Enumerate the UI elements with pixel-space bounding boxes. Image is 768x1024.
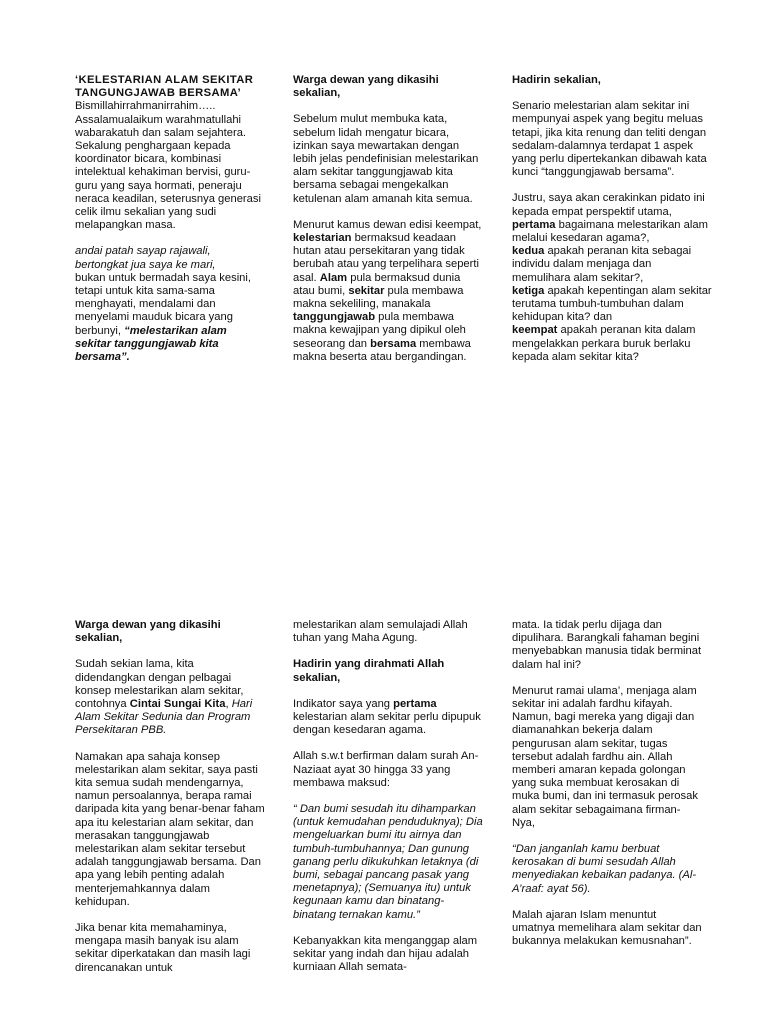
term-pertama: pertama — [393, 697, 437, 710]
text-span: apakah kepentingan alam sekitar terutama tumbuh-tumbuhan dalam kehidupan kita? dan — [512, 284, 712, 324]
text-span: Menurut kamus dewan edisi keempat, — [293, 218, 482, 231]
page2-column-2 — [293, 619, 483, 974]
page1-title-line1: ‘KELESTARIAN ALAM SEKITAR — [75, 74, 254, 86]
page2-column-1 — [75, 619, 265, 975]
page1-column-2 — [293, 74, 483, 364]
text-span: Indikator saya yang — [293, 697, 394, 710]
page2-col3-para4: Malah ajaran Islam menuntut umatnya memelihara alam sekitar dan bukannya melakukan kemusnahan”. — [512, 908, 702, 948]
text-span: apakah peranan kita dalam mengelakkan perkara buruk berlaku kepada alam sekitar kita? — [512, 324, 696, 363]
page2-column-3 — [512, 619, 702, 948]
text-span: Justru, saya akan cerakinkan pidato ini kepada empat perspektif utama, — [512, 192, 705, 218]
page2-col1-heading: Warga dewan yang dikasihi sekalian, — [75, 619, 221, 645]
page1-quote: “melestarikan alam sekitar tanggungjawab kita bersama”. — [75, 324, 227, 364]
term-pertama: pertama — [512, 218, 556, 231]
text-span: membawa makna beserta atau bergandingan. — [293, 337, 471, 363]
text-span: apakah peranan kita sebagai individu dalam menjaga dan memulihara alam sekitar?, — [512, 245, 692, 284]
term-cintai-sungai-kita: Cintai Sungai Kita — [129, 698, 226, 711]
page1-col3-heading: Hadirin sekalian, — [512, 74, 601, 86]
text-span: pula membawa makna kewajipan yang dipikul oleh seseorang dan — [293, 311, 466, 350]
term-bersama: bersama — [370, 337, 417, 350]
page1-col2-para2 — [293, 219, 483, 364]
page2-col2-para4: Kebanyakkan kita menganggap alam sekitar yang indah dan hijau adalah kurniaan Allah semata- — [293, 934, 478, 974]
text-span: pula membawa makna sekeliling, manakala — [293, 284, 464, 311]
page1-column-3 — [512, 74, 712, 364]
text-span: Sudah sekian lama, kita didendangkan dengan pelbagai konsep melestarikan alam sekitar, contohnya — [75, 658, 244, 711]
page1-rest-text: bukan untuk bermadah saya kesini, tetapi untuk kita sama-sama menghayati, mendalami dan menyelami mauduk bicara yang berbunyi — [75, 271, 252, 337]
page1-rest — [75, 272, 265, 364]
term-ketiga: ketiga — [512, 284, 545, 297]
page1-title-line2: TANGUNGJAWAB BERSAMA’ — [75, 87, 242, 100]
page1-col3-para1: Senario melestarian alam sekitar ini mempunyai aspek yang begitu meluas tetapi, jika kita renung dan teliti dengan sedalam-dalamnya terdapat 1 aspek yang perlu dipertekankan dibawah kata kunci “tanggungjawab bersama”. — [512, 100, 707, 179]
page2-col3-continuation: mata. Ia tidak perlu dijaga dan dipulihara. Barangkali fahaman begini menyebabkan manusia tidak berminat dalam hal ini? — [512, 619, 702, 671]
page1-verse: andai patah sayap rajawali, bertongkat jua saya ke mari, — [75, 245, 216, 271]
text-span: , — [225, 698, 229, 711]
italic-programs: Hari Alam Sekitar Sedunia dan Program Persekitaran PBB. — [75, 698, 253, 737]
page1-col3-para2 — [512, 192, 712, 364]
page2-col3-verse: “Dan janganlah kamu berbuat kerosakan di bumi sesudah Allah menyediakan kebaikan padanya. (Al-A’raaf: ayat 56). — [512, 843, 697, 895]
page1-intro: Bismillahirrahmanirrahim….. Assalamualaikum warahmatullahi wabarakatuh dan salam sejahtera. Sekalung penghargaan kepada koordinator bicara, kombinasi intelektual kehakiman bervisi, guru-guru yang saya hormati, peneraju neraca keadilan, seterusnya generasi celik ilmu sekalian yang sudi melapangkan masa. — [75, 100, 261, 232]
term-kelestarian: kelestarian — [293, 232, 352, 245]
text-span: bagaimana melestarikan alam melalui kesedaran agama?, — [512, 218, 708, 245]
page2-col2-para2: Allah s.w.t berfirman dalam surah An-Naziaat ayat 30 hingga 33 yang membawa maksud: — [293, 750, 479, 789]
term-tanggungjawab: tanggungjawab — [293, 311, 376, 324]
term-alam: Alam — [319, 271, 348, 284]
page2-col2-verse: “ Dan bumi sesudah itu dihamparkan (untuk kemudahan penduduknya); Dia mengeluarkan bumi itu airnya dan tumbuh-tumbuhannya; Dan gunung ganang perlu dikukuhkan letaknya (di bumi, sebagai pancang pasak yang menetapnya); (Semuanya itu) untuk kegunaan kamu dan binatang-binatang ternakan kamu.” — [293, 803, 483, 921]
page1-column-1 — [75, 74, 265, 364]
term-sekitar: sekitar — [348, 284, 385, 297]
page2-col1-para3: Jika benar kita memahaminya, mengapa masih banyak isu alam sekitar diperkatakan dan masih lagi direncanakan untuk — [75, 922, 251, 974]
page2-col1-para2: Namakan apa sahaja konsep melestarikan alam sekitar, saya pasti kita semua sudah mendengarnya, namun persoalannya, berapa ramai daripada kita yang benar-benar faham apa itu kelestarian alam sekitar, dan merasakan tanggungjawab melestarikan alam sekitar tersebut adalah tanggungjawab bersama. Dan apa yang lebih penting adalah menterjemahkannya dalam kehidupan. — [75, 750, 265, 908]
page2-col2-para1 — [293, 698, 483, 738]
text-span: pula bermaksud dunia atau bumi, — [293, 271, 461, 297]
term-keempat: keempat — [512, 324, 558, 337]
page1-comma: , — [117, 324, 122, 337]
page2-col3-para2: Menurut ramai ulama’, menjaga alam sekitar ini adalah fardhu kifayah. Namun, bagi mereka yang digaji dan diamanahkan bekerja dalam pengurusan alam sekitar, tugas tersebut adalah fardhu ain. Allah memberi amaran kepada golongan yang suka membuat kerosakan di muka bumi, dan ini termasuk perosak alam sekitar sebagaimana firman-Nya, — [512, 684, 698, 829]
page1-col2-para1: Sebelum mulut membuka kata, sebelum lidah mengatur bicara, izinkan saya mewartakan dengan lebih jelas pendefinisian melestarikan alam sekitar tanggungjawab kita bersama sebagai mengekalkan ketulenan alam amanah kita semua. — [293, 113, 479, 205]
term-kedua: kedua — [512, 245, 545, 258]
text-span: bermaksud keadaan hutan atau persekitaran yang tidak berubah atau yang terpelihara seperti asal. — [293, 232, 479, 284]
page2-col1-para1 — [75, 658, 265, 737]
page1-col2-heading: Warga dewan yang dikasihi sekalian, — [293, 74, 439, 100]
page2-col2-heading: Hadirin yang dirahmati Allah sekalian, — [293, 658, 445, 684]
text-span: kelestarian alam sekitar perlu dipupuk dengan kesedaran agama. — [293, 711, 481, 737]
page2-col2-continuation: melestarikan alam semulajadi Allah tuhan yang Maha Agung. — [293, 619, 468, 645]
